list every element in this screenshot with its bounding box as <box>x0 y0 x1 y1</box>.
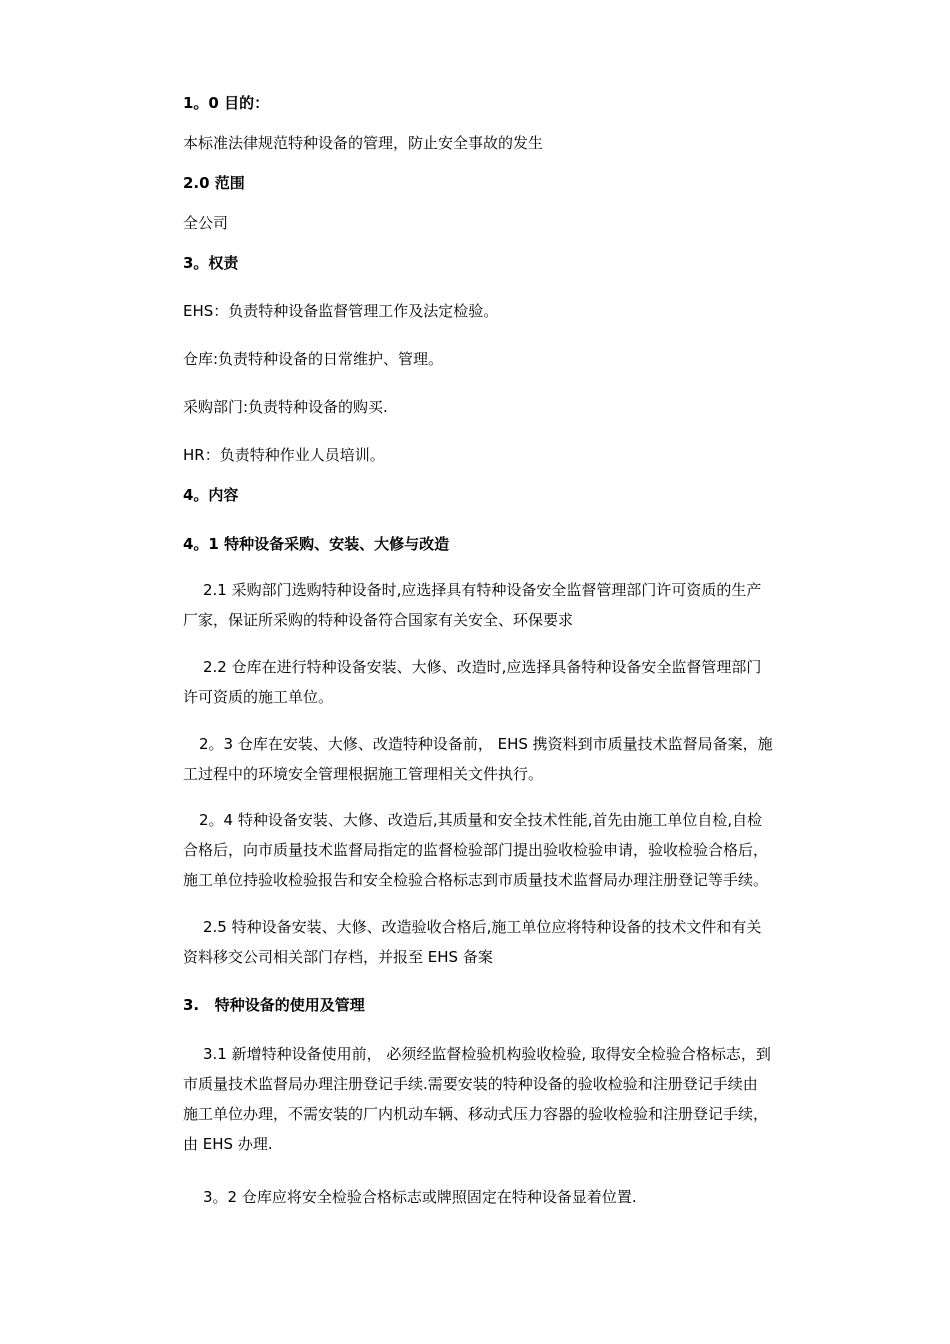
paragraph-line: 许可资质的施工单位。 <box>183 688 334 706</box>
paragraph-line: 3.1 新增特种设备使用前， 必须经监督检验机构验收检验, 取得安全检验合格标志，到 <box>203 1045 771 1063</box>
paragraph-3-1 <box>183 1039 883 1159</box>
section-heading-responsibility <box>183 248 863 278</box>
paragraph-line: 2.5 特种设备安装、大修、改造验收合格后,施工单位应将特种设备的技术文件和有关 <box>203 918 762 936</box>
heading-line: 1。0 目的： <box>183 94 270 112</box>
paragraph-line: 2。4 特种设备安装、大修、改造后,其质量和安全技术性能,首先由施工单位自检,自检 <box>199 811 763 829</box>
paragraph-hr <box>183 440 863 470</box>
paragraph-line: 由 EHS 办理. <box>183 1135 273 1153</box>
paragraph-warehouse <box>183 344 863 374</box>
paragraph-line: 资料移交公司相关部门存档，并报至 EHS 备案 <box>183 948 493 966</box>
paragraph-2-3 <box>183 729 879 789</box>
paragraph-line: 仓库:负责特种设备的日常维护、管理。 <box>183 350 444 368</box>
paragraph-line: 全公司 <box>183 214 229 232</box>
section-heading-purpose <box>183 88 863 118</box>
heading-line: 2.0 范围 <box>183 174 245 192</box>
paragraph-line: 本标准法律规范特种设备的管理，防止安全事故的发生 <box>183 134 544 152</box>
paragraph-line: 合格后，向市质量技术监督局指定的监督检验部门提出验收检验申请，验收检验合格后， <box>183 841 769 859</box>
heading-line: 3. 特种设备的使用及管理 <box>183 996 365 1014</box>
paragraph-line: 2.2 仓库在进行特种设备安装、大修、改造时,应选择具备特种设备安全监督管理部门 <box>203 658 762 676</box>
paragraph-line: 施工单位持验收检验报告和安全检验合格标志到市质量技术监督局办理注册登记等手续。 <box>183 871 769 889</box>
heading-line: 3。权责 <box>183 254 239 272</box>
paragraph-2-4 <box>183 805 879 895</box>
paragraph-line: 采购部门:负责特种设备的购买. <box>183 398 388 416</box>
paragraph-line: 2.1 采购部门选购特种设备时,应选择具有特种设备安全监督管理部门许可资质的生产 <box>203 581 762 599</box>
section-heading-content <box>183 480 863 510</box>
paragraph-line: 厂家，保证所采购的特种设备符合国家有关安全、环保要求 <box>183 611 574 629</box>
paragraph-line: 工过程中的环境安全管理根据施工管理相关文件执行。 <box>183 765 544 783</box>
paragraph-purchasing <box>183 392 863 422</box>
subsection-heading-procurement <box>183 529 863 559</box>
paragraph-line: 3。2 仓库应将安全检验合格标志或牌照固定在特种设备显着位置. <box>203 1188 637 1206</box>
section-heading-scope <box>183 168 863 198</box>
heading-line: 4。内容 <box>183 486 239 504</box>
paragraph-3-2 <box>203 1182 883 1212</box>
paragraph-line: 施工单位办理，不需安装的厂内机动车辆、移动式压力容器的验收检验和注册登记手续， <box>183 1105 769 1123</box>
paragraph-line: 市质量技术监督局办理注册登记手续.需要安装的特种设备的验收检验和注册登记手续由 <box>183 1075 758 1093</box>
paragraph-scope <box>183 208 863 238</box>
paragraph-2-5 <box>183 912 883 972</box>
heading-line: 4。1 特种设备采购、安装、大修与改造 <box>183 535 450 553</box>
paragraph-line: 2。3 仓库在安装、大修、改造特种设备前， EHS 携资料到市质量技术监督局备案，施 <box>199 735 773 753</box>
paragraph-ehs <box>183 296 863 326</box>
paragraph-line: HR：负责特种作业人员培训。 <box>183 446 385 464</box>
paragraph-purpose <box>183 128 863 158</box>
section-heading-usage <box>183 990 863 1020</box>
paragraph-2-2 <box>183 652 883 712</box>
paragraph-line: EHS：负责特种设备监督管理工作及法定检验。 <box>183 302 499 320</box>
paragraph-2-1 <box>183 575 883 635</box>
